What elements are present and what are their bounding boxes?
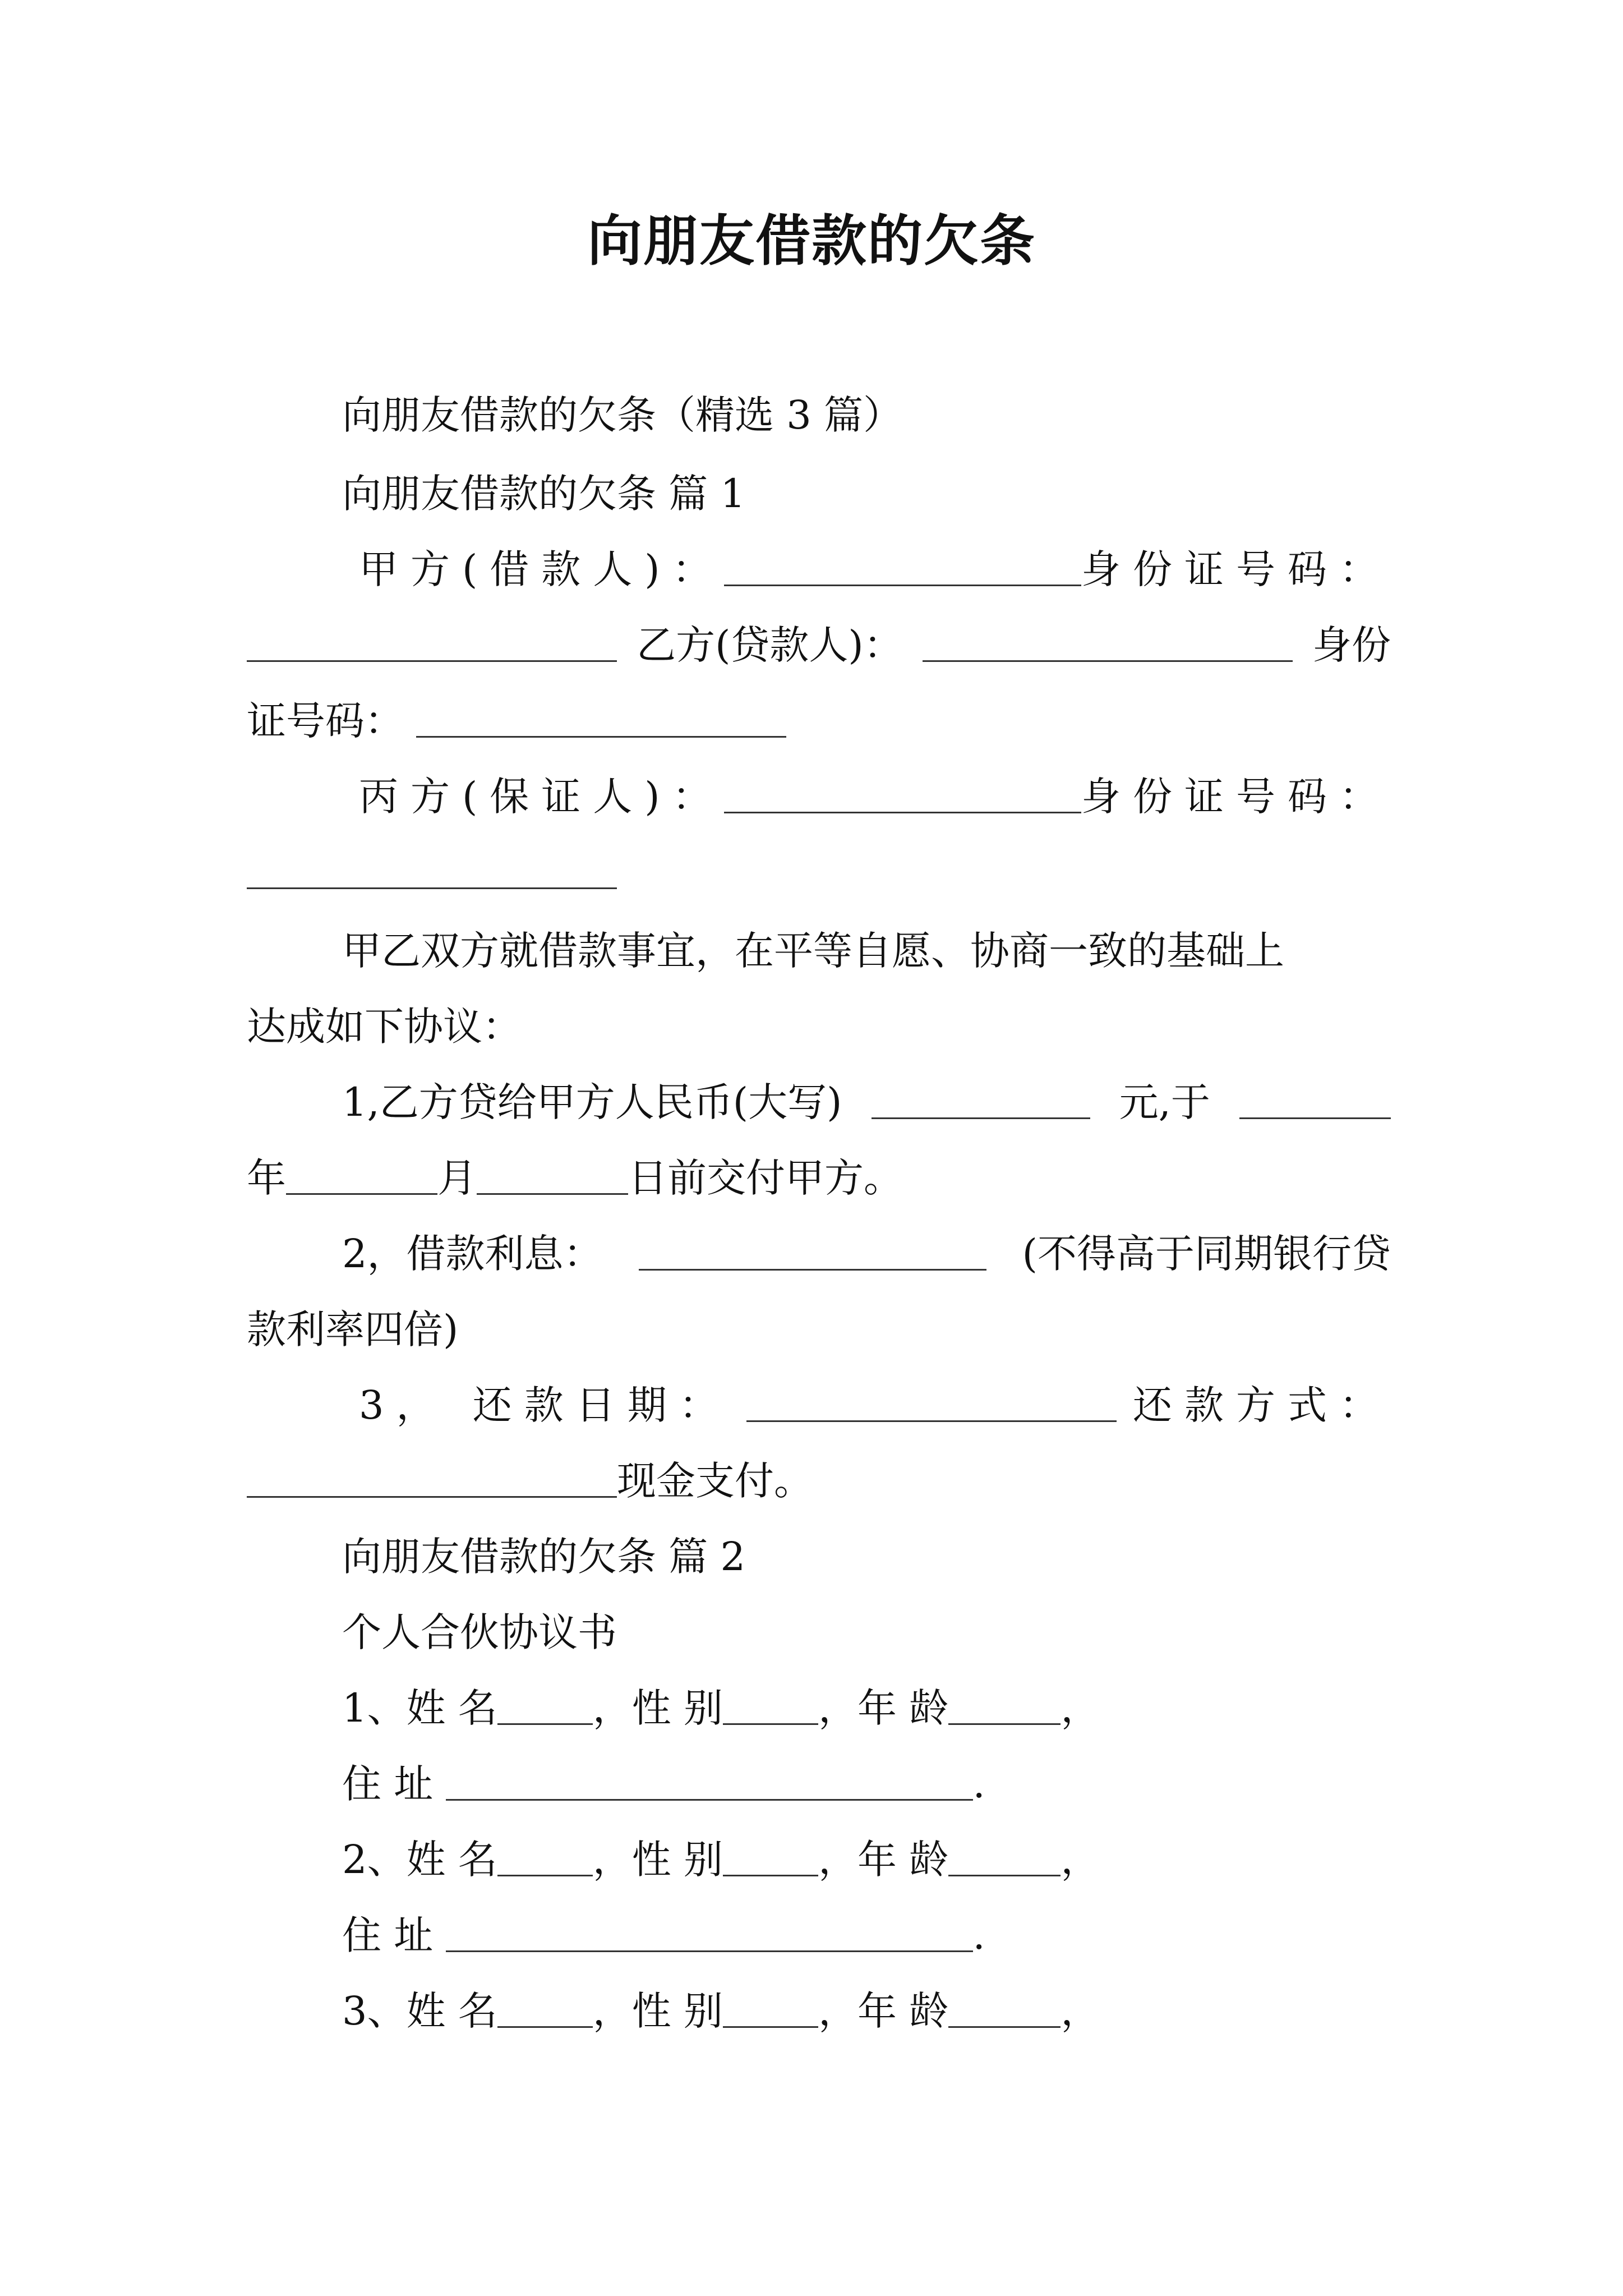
section-heading-2: 向朋友借款的欠条 篇 2	[342, 1534, 746, 1580]
partner-2-address-blank	[446, 1911, 973, 1952]
id-label-end: 证号码：	[247, 698, 404, 744]
party-a-line	[359, 541, 1391, 597]
interest-blank	[639, 1230, 986, 1271]
partner-1-name-blank	[497, 1684, 593, 1725]
month-label: 月	[437, 1155, 477, 1201]
id-label-start: 身份	[1312, 622, 1391, 668]
clause-1-yuan: 元,于	[1119, 1079, 1210, 1125]
clause-2-continued: 款利率四倍)	[247, 1306, 459, 1352]
partner-3-line	[342, 1983, 1391, 2039]
partner-1-address-blank	[446, 1760, 973, 1801]
partner-3-gender-blank	[723, 1987, 818, 2028]
partner-2-name-blank	[497, 1835, 593, 1876]
repay-date-blank	[746, 1381, 1117, 1422]
party-b-blank	[923, 621, 1293, 662]
partner-2-gender-label: ，性 别	[592, 1837, 723, 1883]
clause-2-line	[342, 1226, 1391, 1282]
partner-1-age-blank	[948, 1684, 1061, 1725]
clause-3-line	[359, 1377, 1391, 1433]
party-b-line	[247, 617, 1391, 673]
party-c-id-blank	[247, 848, 617, 889]
partner-2-address-period: .	[972, 1912, 985, 1958]
partner-1-address-period: .	[972, 1761, 985, 1807]
partner-2-gender-blank	[723, 1835, 818, 1876]
partner-2-name-label: 2、姓 名	[342, 1837, 497, 1883]
repay-method-label: 还款方式：	[1132, 1382, 1391, 1428]
partner-3-name-label: 3、姓 名	[342, 1988, 497, 2034]
partner-3-age-blank	[948, 1987, 1061, 2028]
party-c-line	[359, 769, 1391, 825]
partner-1-gender-label: ，性 别	[592, 1685, 723, 1731]
partner-1-address-line	[342, 1756, 1391, 1812]
partner-3-gender-label: ，性 别	[592, 1988, 723, 2034]
interest-label: 2，借款利息：	[342, 1231, 603, 1277]
party-b-label: 乙方(贷款人)：	[637, 622, 903, 668]
party-b-id-line	[247, 693, 1391, 749]
partner-1-comma: ，	[1061, 1685, 1100, 1731]
partner-3-name-blank	[497, 1987, 593, 2028]
repay-date-label: 3， 还款日期：	[359, 1382, 731, 1428]
partner-1-name-label: 1、姓 名	[342, 1685, 497, 1731]
partnership-heading: 个人合伙协议书	[342, 1609, 617, 1655]
subtitle-line: 向朋友借款的欠条（精选 3 篇）	[342, 392, 903, 438]
party-c-id-line	[247, 844, 1391, 900]
day-blank	[477, 1154, 628, 1195]
party-c-blank	[724, 772, 1081, 813]
clause-3-method-line	[247, 1453, 1391, 1509]
partner-2-address-line	[342, 1907, 1391, 1963]
year-label: 年	[247, 1155, 286, 1201]
party-a-blank	[724, 545, 1081, 586]
agreement-intro-line-2: 达成如下协议：	[247, 1004, 522, 1050]
interest-note: (不得高于同期银行贷	[1022, 1231, 1391, 1277]
clause-1-date-line	[247, 1150, 1391, 1206]
party-c-id-label: 身份证号码：	[1081, 774, 1391, 820]
party-a-id-blank	[247, 621, 617, 662]
month-blank	[286, 1154, 437, 1195]
id-number-label: 身份证号码：	[1081, 546, 1391, 592]
amount-blank	[872, 1078, 1090, 1119]
year-blank	[1239, 1078, 1391, 1119]
section-heading-1: 向朋友借款的欠条 篇 1	[342, 471, 746, 517]
partner-2-line	[342, 1832, 1391, 1888]
party-b-id-blank	[416, 697, 786, 738]
partner-2-age-label: ，年 龄	[818, 1837, 949, 1883]
partner-2-comma: ，	[1061, 1837, 1100, 1883]
delivery-text: 日前交付甲方。	[628, 1155, 903, 1201]
partner-1-gender-blank	[723, 1684, 818, 1725]
agreement-intro-line-1: 甲乙双方就借款事宜，在平等自愿、协商一致的基础上	[342, 928, 1284, 974]
partner-2-address-label: 住 址	[342, 1912, 434, 1958]
partner-2-age-blank	[948, 1835, 1061, 1876]
cash-payment-text: 现金支付。	[617, 1458, 813, 1504]
partner-1-address-label: 住 址	[342, 1761, 434, 1807]
partner-1-line	[342, 1680, 1391, 1736]
partner-3-comma: ，	[1061, 1988, 1100, 2034]
partner-1-age-label: ，年 龄	[818, 1685, 949, 1731]
document-title: 向朋友借款的欠条	[587, 209, 1036, 273]
party-c-label: 丙方(保证人)：	[359, 774, 724, 820]
clause-1-label: 1,乙方贷给甲方人民币(大写)	[342, 1079, 842, 1125]
party-a-label: 甲方(借款人)：	[359, 546, 724, 592]
clause-1-line	[342, 1074, 1391, 1130]
repay-method-blank	[247, 1457, 617, 1498]
partner-3-age-label: ，年 龄	[818, 1988, 949, 2034]
